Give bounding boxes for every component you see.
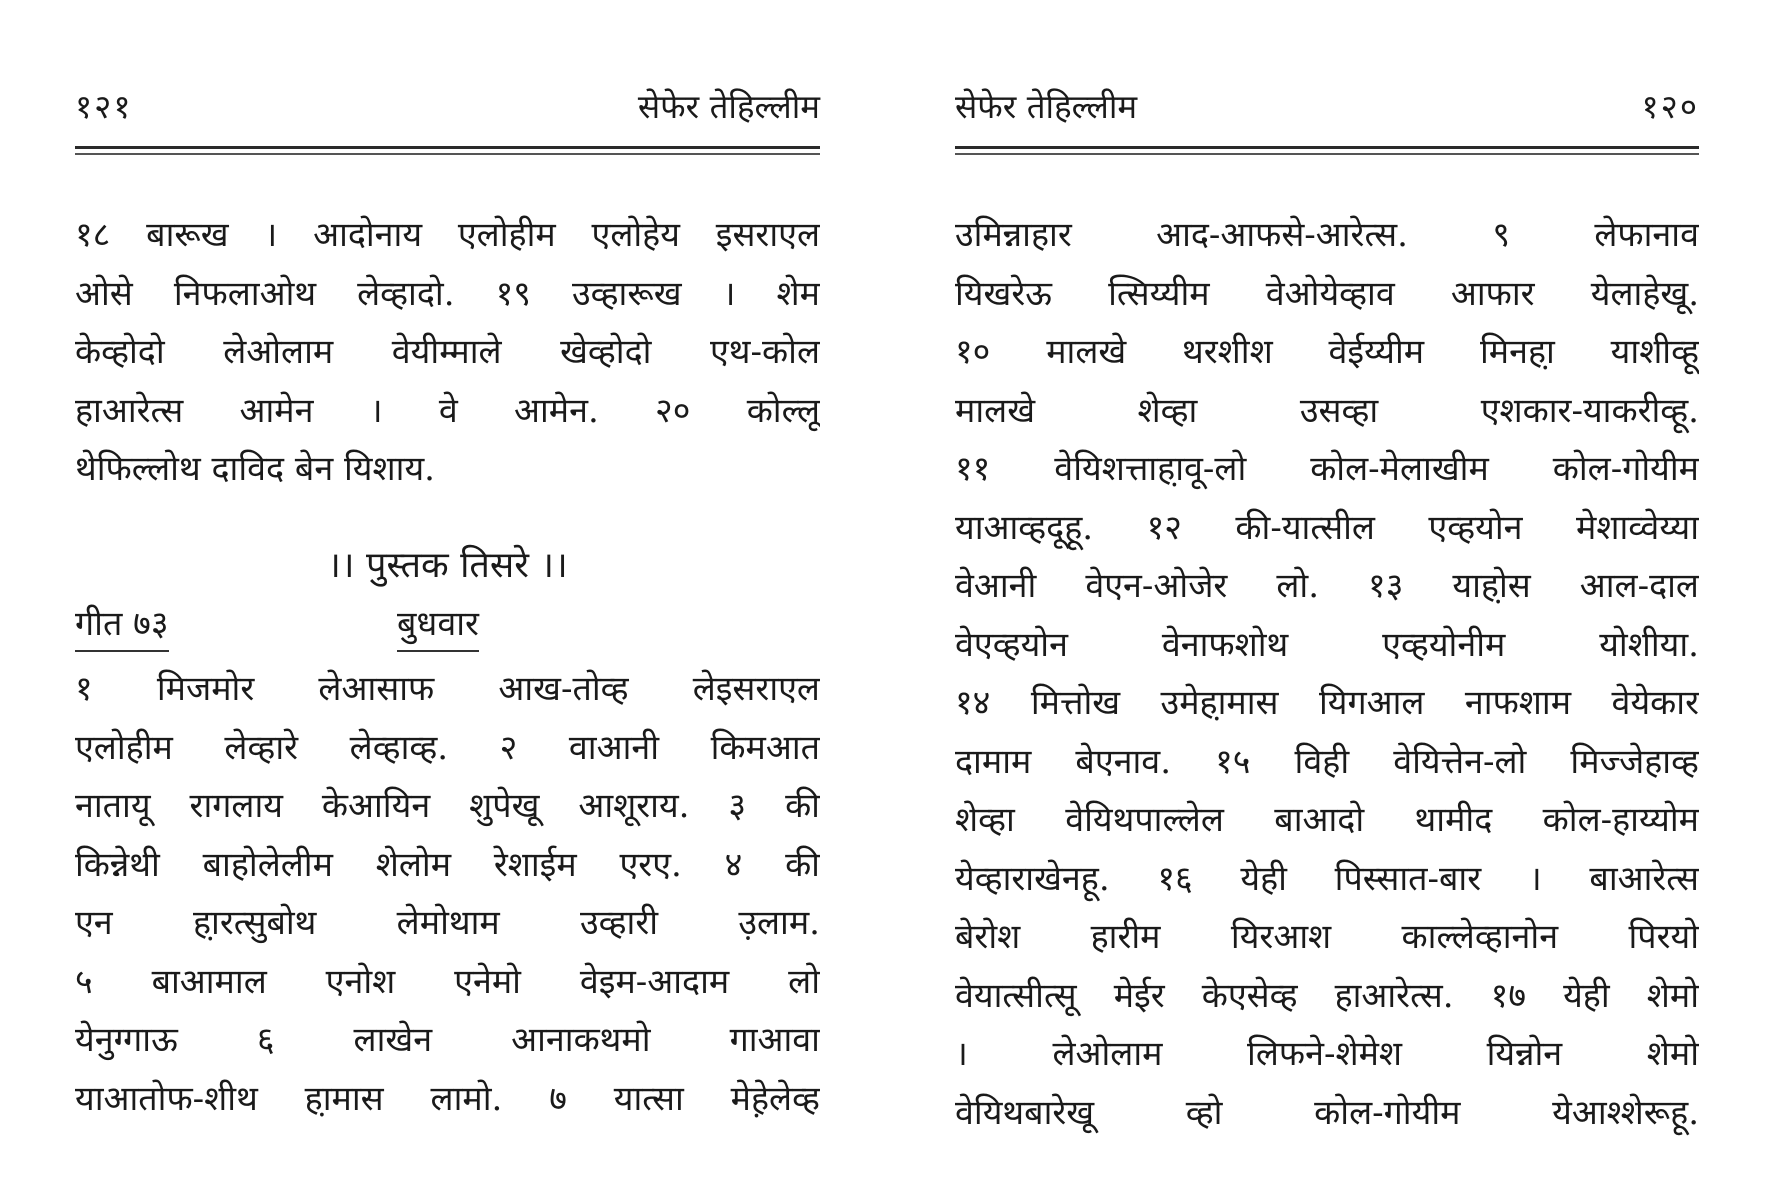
text-line: १४ मित्तोख उमेहा़मास यिगआल नाफशाम वेयेकार [955,683,1699,723]
text-line: १८ बारूख । आदोनाय एलोहीम एलोहेय इसराएल [75,215,820,255]
right-page-header [955,82,1699,132]
text-line: केव्होदो लेओलाम वेयीम्माले खेव्होदो एथ-कोल [75,332,820,372]
left-verses-top [75,206,820,499]
text-line: एलोहीम लेव्हारे लेव्हाव्ह. २ वाआनी किमआत [75,727,820,768]
text-line: ओसे निफलाओथ लेव्हादो. १९ उव्हारूख । शेम [75,273,820,314]
text-line: १ मिजमोर लेआसाफ आख-तोव्ह लेइसराएल [75,669,820,709]
text-line: याआतोफ-शीथ हा़मास लामो. ७ यात्सा मेहे़लेव्ह [75,1078,820,1119]
right-page-number: १२० [1641,87,1699,126]
book-heading: ।। पुस्तक तिसरे ।। [327,545,568,586]
text-line: किन्नेथी बाहोलेलीम शेलोम रेशाईम एरए. ४ की [75,844,820,885]
text-line: १० मालखे थरशीश वेईय्यीम मिनहा़ याशीव्हू [955,332,1699,372]
song-header [75,598,820,658]
text-line: वेएव्हयोन वेनाफशोथ एव्हयोनीम योशीया. [955,624,1699,665]
text-line: याआव्हदूहू. १२ की-यात्सील एव्हयोन मेशाव्वेय्या [955,507,1699,548]
text-line: वेयिथबारेखू व्हो कोल-गोयीम येआश्शेरूहू. [955,1092,1699,1133]
left-header-rule [75,146,820,149]
left-verses-bottom [75,660,820,1128]
left-page-header [75,82,820,132]
text-line: दामाम बेएनाव. १५ विही वेयित्तेन-लो मिज्जेहाव्ह [955,741,1699,782]
text-line: नातायू रागलाय केआयिन शुपेखू आशूराय. ३ की [75,786,820,826]
text-line: मालखे शेव्हा उसव्हा एशकार-याकरीव्हू. [955,390,1699,431]
right-verses [955,206,1699,1142]
text-line: हाआरेत्स आमेन । वे आमेन. २० कोल्लू [75,390,820,431]
text-line: येनुग्गाऊ ६ लाखेन आनाकथमो गाआवा [75,1020,820,1060]
left-page-number: १२१ [75,87,133,126]
left-running-title: सेफेर तेहिल्लीम [637,87,820,126]
right-page [886,0,1772,1181]
text-line: ५ बाआमाल एनोश एनेमो वेइम-आदाम लो [75,961,820,1002]
text-line: वेआनी वेएन-ओजेर लो. १३ याहो़स आल-दाल [955,566,1699,606]
text-line: । लेओलाम लिफने-शेमेश यिन्नोन शेमो [955,1034,1699,1074]
text-line: शेव्हा वेयिथपाल्लेल बाआदो थामीद कोल-हाय्योम [955,800,1699,840]
text-line: उमिन्नाहार आद-आफसे-आरेत्स. ९ लेफानाव [955,215,1699,255]
text-line: थेफिल्लोथ दाविद बेन यिशाय. [75,449,435,489]
text-line: यिखरेऊ त्सिय्यीम वेओयेव्हाव आफार येलाहेखू. [955,273,1699,314]
text-line: ११ वेयिशत्ताहा़वू-लो कोल-मेलाखीम कोल-गोयीम [955,449,1699,489]
text-line: एन हा़रत्सुबोथ लेमोथाम उव्हारी उ़लाम. [75,903,820,943]
text-line: बेरोश हारीम यिरआश काल्लेव्हानोन पिरयो [955,917,1699,957]
text-line: येव्हाराखेनहू. १६ येही पिस्सात-बार । बाआरेत्स [955,858,1699,899]
text-line: वेयात्सीत्सू मेईर केएसेव्ह हाआरेत्स. १७ येही शेमो [955,975,1699,1016]
song-day: बुधवार [397,598,479,652]
right-header-rule [955,146,1699,149]
song-label: गीत ७३ [75,598,169,652]
right-running-title: सेफेर तेहिल्लीम [955,87,1138,126]
